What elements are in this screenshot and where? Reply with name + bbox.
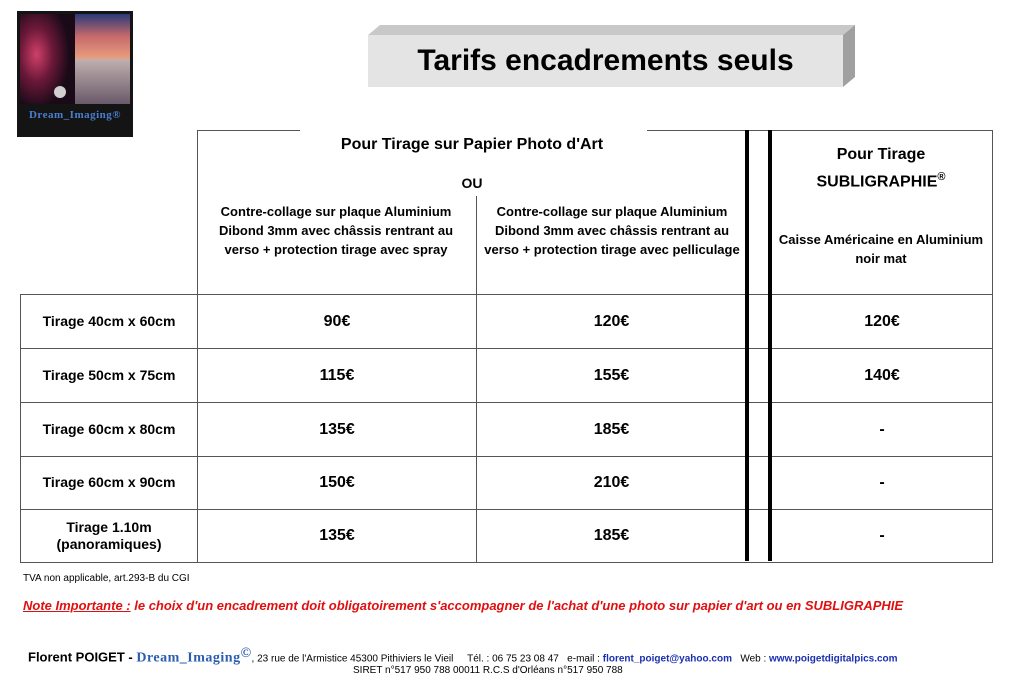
- table-row: [20, 403, 993, 457]
- price-spray: 135€: [197, 509, 476, 562]
- note-prefix: Note Importante :: [23, 598, 131, 613]
- price-pelliculage: 185€: [476, 403, 746, 456]
- important-note: [23, 598, 983, 614]
- price-spray: 90€: [197, 295, 476, 348]
- price-subligraphie: -: [772, 403, 993, 456]
- table-row: [20, 456, 993, 510]
- row-label: Tirage 40cm x 60cm: [20, 295, 197, 348]
- logo-brand-text: Dream_Imaging®: [28, 109, 121, 121]
- footer-siret: SIRET n°517 950 788 00011 R.C.S d'Orléans n°517 950 788: [353, 665, 623, 676]
- row-label: Tirage 60cm x 80cm: [20, 403, 197, 456]
- table-row: [20, 509, 993, 563]
- column-separator-left: [745, 130, 749, 561]
- footer-email-label: e-mail :: [567, 653, 600, 665]
- footer-address: , 23 rue de l'Armistice 45300 Pithiviers le Vieil: [251, 653, 454, 665]
- price-spray: 115€: [197, 349, 476, 402]
- title-banner: [368, 25, 855, 87]
- page-title: Tarifs encadrements seuls: [417, 44, 794, 77]
- column-separator-right: [768, 130, 772, 561]
- price-spray: 150€: [197, 456, 476, 509]
- price-pelliculage: 155€: [476, 349, 746, 402]
- price-spray: 135€: [197, 403, 476, 456]
- price-pelliculage: 120€: [476, 295, 746, 348]
- logo-image: [20, 14, 130, 104]
- footer-brand-sup: ©: [240, 646, 252, 661]
- header-subli-name: SUBLIGRAPHIE: [816, 173, 938, 191]
- table-row: [20, 295, 993, 349]
- price-pelliculage: 185€: [476, 509, 746, 562]
- header-gap: [300, 128, 647, 132]
- footer-brand: Dream_Imaging: [136, 650, 241, 666]
- logo: [17, 11, 133, 137]
- footer-email-link[interactable]: florent_poiget@yahoo.com: [602, 653, 732, 665]
- price-table-body: [20, 294, 993, 552]
- row-label: Tirage 1.10m (panoramiques): [20, 509, 197, 562]
- footer-contact: [28, 646, 1018, 666]
- header-subli-line1: Pour Tirage: [836, 146, 926, 163]
- header-col-pelliculage: Contre-collage sur plaque Aluminium Dibond 3mm avec châssis rentrant au verso + protection tirage avec pelliculage: [484, 204, 740, 257]
- footer-web-label: Web :: [740, 653, 767, 665]
- table-row: [20, 349, 993, 403]
- price-subligraphie: 140€: [772, 349, 993, 402]
- note-text: le choix d'un encadrement doit obligatoirement s'accompagner de l'achat d'une photo sur papier d'art ou en SUBLIGRAPHIE: [130, 598, 904, 613]
- price-subligraphie: -: [772, 456, 993, 509]
- header-subli-desc: Caisse Américaine en Aluminium noir mat: [778, 232, 984, 266]
- tva-notice: TVA non applicable, art.293-B du CGI: [23, 573, 190, 584]
- row-label: Tirage 50cm x 75cm: [20, 349, 197, 402]
- header-col-spray: Contre-collage sur plaque Aluminium Dibond 3mm avec châssis rentrant au verso + protection tirage avec spray: [218, 204, 454, 257]
- header-subli-line2: [770, 171, 992, 191]
- header-divider: [476, 196, 477, 295]
- price-pelliculage: 210€: [476, 456, 746, 509]
- footer-web-link[interactable]: www.poigetdigitalpics.com: [769, 653, 898, 665]
- row-label: Tirage 60cm x 90cm: [20, 456, 197, 509]
- header-papier-photo: Pour Tirage sur Papier Photo d'Art: [340, 136, 604, 153]
- price-subligraphie: 120€: [772, 295, 993, 348]
- registered-mark: ®: [937, 171, 946, 183]
- header-or: OU: [461, 175, 483, 191]
- footer-name: Florent POIGET -: [28, 649, 137, 665]
- footer-tel: Tél. : 06 75 23 08 47: [467, 653, 559, 665]
- price-subligraphie: -: [772, 509, 993, 562]
